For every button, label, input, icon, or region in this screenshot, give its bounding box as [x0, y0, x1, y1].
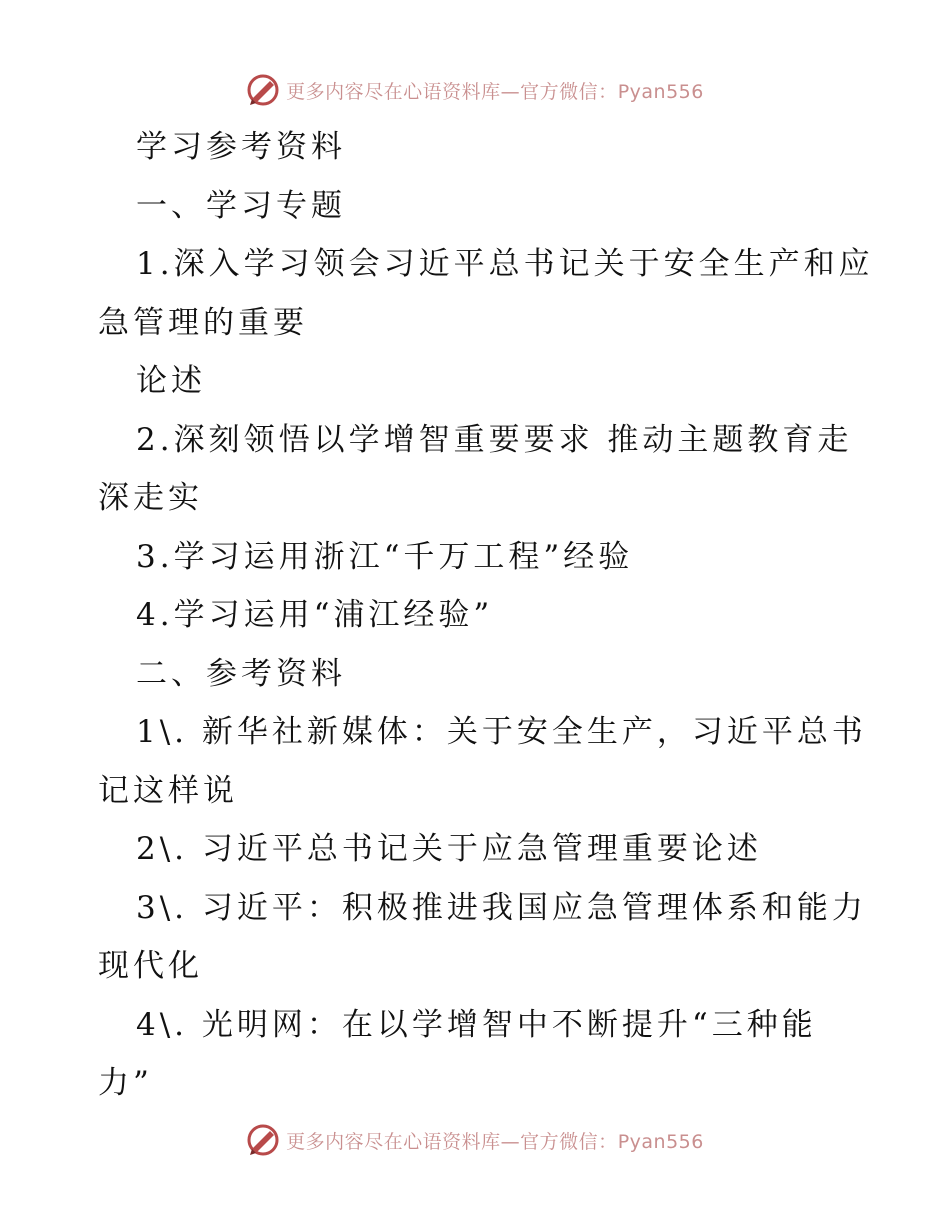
- watermark-text: 更多内容尽在心语资料库—官方微信：Pyan556: [286, 80, 704, 103]
- text-line: 力”: [98, 1065, 153, 1101]
- text-line: 3.学习运用浙江“千万工程”经验: [136, 538, 634, 575]
- pen-logo-icon: [246, 1123, 280, 1157]
- text-line: 1.深入学习领会习近平总书记关于安全生产和应: [136, 246, 874, 282]
- text-line: 1\. 新华社新媒体：关于安全生产，习近平总书: [136, 714, 867, 750]
- text-line: 一、学习专题: [136, 187, 346, 224]
- watermark-text: 更多内容尽在心语资料库—官方微信：Pyan556: [286, 1130, 704, 1153]
- watermark-header: [0, 70, 950, 110]
- text-line: 学习参考资料: [136, 129, 346, 165]
- text-line: 2.深刻领悟以学增智重要要求 推动主题教育走: [136, 421, 853, 458]
- text-line: 二、参考资料: [136, 655, 346, 692]
- text-line: 现代化: [98, 948, 203, 984]
- pen-logo-icon: [246, 73, 280, 107]
- text-line: 3\. 习近平：积极推进我国应急管理体系和能力: [136, 889, 867, 926]
- text-line: 急管理的重要: [98, 304, 308, 341]
- document-body: [98, 118, 874, 1113]
- text-line: 深走实: [98, 480, 203, 516]
- text-line: 4.学习运用“浦江经验”: [136, 597, 494, 633]
- watermark-footer: [0, 1120, 950, 1160]
- text-line: 4\. 光明网：在以学增智中不断提升“三种能: [136, 1006, 817, 1043]
- text-line: 2\. 习近平总书记关于应急管理重要论述: [136, 831, 762, 867]
- text-line: 论述: [136, 363, 206, 399]
- text-line: 记这样说: [98, 772, 238, 809]
